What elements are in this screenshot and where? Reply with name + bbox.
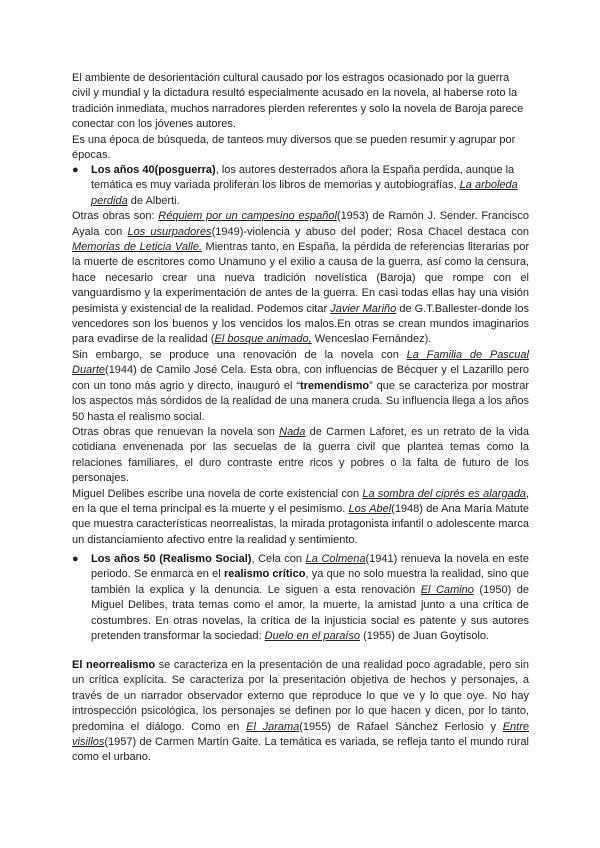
text: ” que se caracteriza por mostrar los aspectos más sórdidos de la realidad de una manera cruda. Su influencia llega a los años 50 hasta el realismo social. (72, 379, 529, 423)
text: Otras obras que renuevan la novela son (72, 425, 280, 438)
section-40-paragraph-3 (72, 348, 529, 425)
work-title: El bosque animado, (214, 333, 312, 346)
work-title: Los Abel (348, 502, 392, 515)
section-40-paragraph-4 (72, 425, 529, 487)
text: Mientras tanto, en España, la pérdida de referencias literarias por la muerte de escritores como Unamuno y el exilio a causa de la guerra, así como la censura, hace necesario crear una nueva tradición novelística (Baroja) que rompe con el vanguardismo y la experimentación de antes de la guerra. En casi todas ellas hay una visión pesimista y existencial de la realidad. Podemos citar (72, 241, 529, 315)
text: (1944) de Camilo José Cela. Esta obra, con influencias de Bécquer y el Lazarillo pero con un tono más agrio y directo, inauguró el “ (72, 364, 529, 392)
intro-block (72, 71, 529, 163)
work-title: Los usurpadores (127, 225, 212, 238)
text: Otras obras son: (72, 210, 159, 223)
section-40-paragraph-2 (72, 209, 529, 348)
text: (1948) de Ana María Matute que muestra características neorrealistas, la mirada protagonista infantil o adolescente marca un distanciamiento afectivo entre la realidad y sentimiento. (72, 502, 529, 546)
section-40 (72, 163, 529, 548)
section-40-heading: Los años 40(posguerra) (91, 164, 216, 176)
term-realismo-critico: realismo crítico (223, 568, 306, 581)
neorrealismo-paragraph (72, 658, 529, 766)
text: (1950) de Miguel Delibes, trata temas como el amor, la muerte, la amistad junto a una crítica de costumbres. En otras novelas, la crítica de la injusticia social es patente y sus autores pretenden transformar la sociedad: (91, 583, 529, 643)
work-title: Javier Mariño (330, 302, 397, 315)
text: Sin embargo, se produce una renovación de la novela con (72, 348, 407, 361)
text: Wenceslao Fernández). (311, 333, 432, 346)
text: (1953) de Ramón J. Sender. Francisco Ayala con (72, 210, 529, 238)
work-title: La Familia de Pascual Duarte (72, 348, 529, 377)
text: de Alberti. (127, 194, 180, 207)
work-title: Entre visillos (72, 720, 529, 749)
section-50 (72, 552, 529, 644)
section-40-intro (72, 163, 529, 209)
section-50-paragraph (72, 552, 529, 644)
text: (1941) renueva la novela en este periodo. Se enmarca en el (91, 553, 529, 581)
text: , Cela con (251, 553, 306, 565)
work-title: La Colmena (305, 553, 366, 565)
text: (1957) de Carmen Martín Gaite. La temática es variada, se refleja tanto el mundo rural como el urbano. (72, 736, 529, 764)
text: (1955) de Juan Goytisolo. (360, 630, 490, 643)
text: Miguel Delibes escribe una novela de corte existencial con (72, 487, 363, 500)
bullet-icon: ● (72, 164, 79, 176)
work-title: La sombra del ciprés es alargada (362, 487, 526, 500)
work-title: Réquiem por un campesino español (158, 210, 337, 223)
text: , ya que no solo muestra la realidad, sino que también la explica y la denuncia. Le siguen a esta renovación (91, 568, 529, 596)
section-40-paragraph-5 (72, 487, 529, 549)
text: de Carmen Laforet, es un retrato de la vida cotidiana envenenada por las secuelas de la guerra civil que plantea temas como la relaciones familiares, el duro contraste entre ricos y pobres o la falta de futuro de los personajes. (72, 425, 529, 485)
text: de G.T.Ballester-donde los vencedores son los buenos y los vencidos los malos.En otras se crean mundos imaginarios para evadirse de la realidad ( (72, 302, 529, 346)
section-50-heading: Los años 50 (Realismo Social) (91, 553, 252, 565)
work-title: El Jarama (246, 720, 300, 733)
work-title: Duelo en el paraíso (264, 630, 361, 643)
work-title: Memorias de Leticia Valle. (72, 241, 203, 254)
bullet-icon: ● (72, 553, 79, 565)
text: se caracteriza en la presentación de una realidad poco agradable, pero sin un crítica explícita. Se caracteriza por la presentación objetiva de hechos y personajes, a través de un narrador observador externo que reproduce lo que ve y lo que oye. No hay introspección psicológica, los personajes se definen por lo que hacen y dicen, por lo tanto, predomina el diálogo. Como en (72, 659, 529, 733)
intro-paragraph-1: El ambiente de desorientación cultural causado por los estragos ocasionado por la guerra civil y mundial y la dictadura resultó especialmente acusado en la novela, al haberse roto la tradición inmediata, muchos narradores pierden referentes y solo la novela de Baroja parece conectar con los jóvenes autores. (72, 72, 524, 131)
text: (1949)-violencia y abuso del poder; Rosa Chacel destaca con (211, 225, 529, 238)
text: (1955) de Rafael Sánchez Ferlosio y (299, 720, 503, 733)
text: , en la que el tema principal es la muerte y el pesimismo. (72, 487, 529, 515)
work-title: El Camino (420, 583, 474, 596)
neorrealismo-section (72, 658, 529, 766)
text: , los autores desterrados añora la España perdida, aunque la temática es muy variada proliferan los libros de memorias y autobiografías, (91, 164, 515, 192)
work-title: Nada (279, 425, 306, 438)
intro-paragraph-2: Es una época de búsqueda, de tanteos muy diversos que se pueden resumir y agrupar por épocas. (72, 133, 516, 162)
term-neorrealismo: El neorrealismo (72, 659, 156, 671)
work-title: La arboleda perdida (91, 179, 518, 207)
term-tremendismo: tremendismo (300, 379, 370, 392)
